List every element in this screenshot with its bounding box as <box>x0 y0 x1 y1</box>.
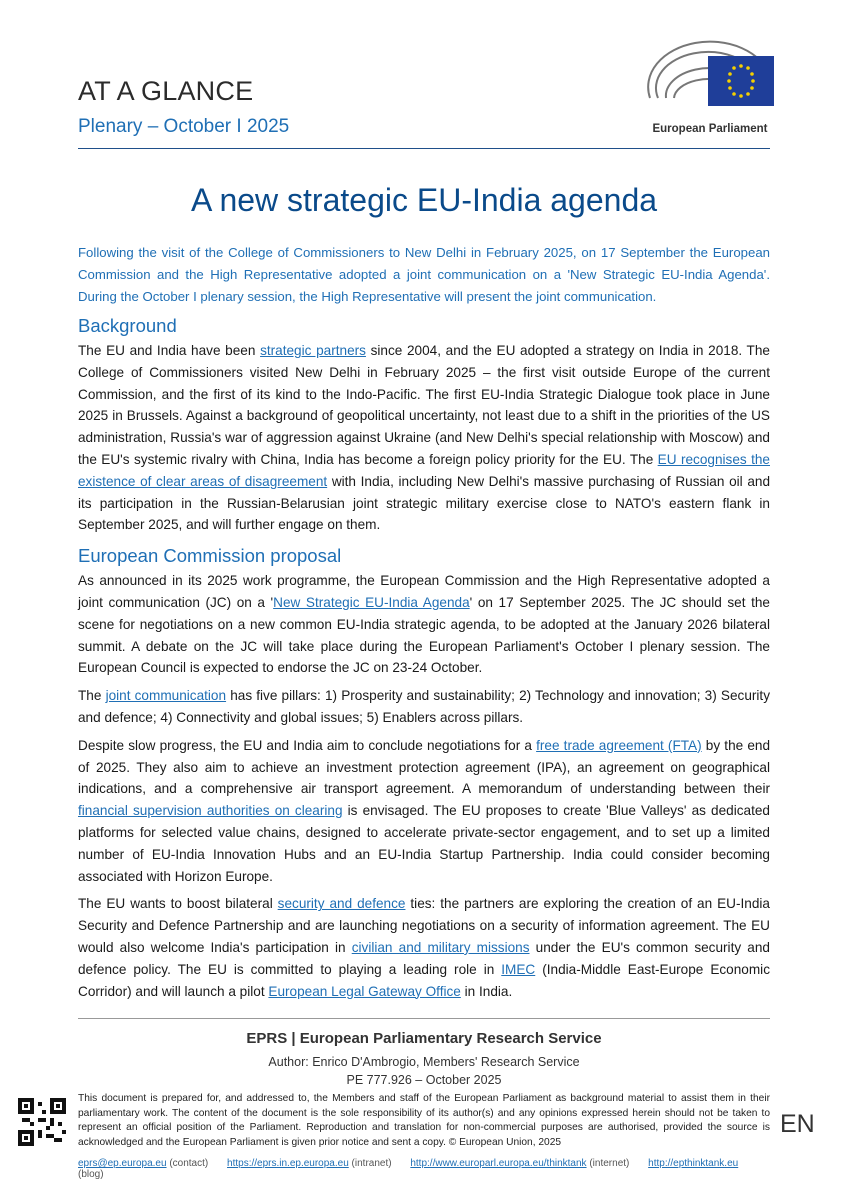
background-heading: Background <box>78 315 177 336</box>
main-content <box>78 312 770 1008</box>
proposal-paragraph-3: Despite slow progress, the EU and India aim to conclude negotiations for a free trade agreement (FTA) by the end of 2025. They also aim to achieve an investment protection agreement (IPA), an agreement on geographical indications, and a comprehensive air transport agreement. A memorandum of understanding between their financial supervision authorities on clearing is envisaged. The EU proposes to create 'Blue Valleys' as dedicated platforms for selected value chains, designed to accelerate private-sector engagement, and to set up a limited number of EU-India Innovation Hubs and an EU-India Startup Partnership. India could consider becoming associated with Horizon Europe. <box>78 737 771 884</box>
contact-link-item: eprs@ep.europa.eu (contact) <box>78 1158 209 1169</box>
intranet-link-item: https://eprs.in.ep.europa.eu (intranet) <box>227 1158 392 1169</box>
internet-link-item: http://www.europarl.europa.eu/thinktank (internet) <box>410 1158 630 1169</box>
proposal-paragraph-1: As announced in its 2025 work programme, the European Commission and the High Representative adopted a joint communication (JC) on a 'New Strategic EU-India Agenda' on 17 September 2025. The JC should set the scene for negotiations on a new common EU-India strategic agenda, to be adopted at the January 2026 bilateral summit. A debate on the JC will take place during the European Parliament's October I plenary session. The European Council is expected to endorse the JC on 23-24 October. <box>78 573 770 676</box>
civilian-military-missions-link[interactable]: civilian and military missions <box>351 939 530 955</box>
proposal-heading: European Commission proposal <box>78 545 342 567</box>
pe-reference: PE 777.926 – October 2025 <box>346 1073 502 1087</box>
series-label: AT A GLANCE <box>78 76 254 106</box>
proposal-paragraph-4: The EU wants to boost bilateral security and defence ties: the partners are exploring the creation of an EU-India Security and Defence Partnership and are launching negotiations on a security of information agreement. The EU would also welcome India's participation in civilian and military missions under the EU's common security and defence policy. The EU is committed to playing a leading role in IMEC (India-Middle East-Europe Economic Corridor) and will launch a pilot European Legal Gateway Office in India. <box>78 896 771 999</box>
thinktank-link[interactable]: http://www.europarl.europa.eu/thinktank <box>410 1158 587 1169</box>
header-divider <box>78 148 770 149</box>
blog-link-item: http://epthinktank.eu (blog) <box>78 1158 739 1180</box>
background-paragraph: The EU and India have been strategic partners since 2004, and the EU adopted a strategy on India in 2018. The College of Commissioners visited New Delhi in February 2025 – the first visit outside Europe of the current Commission, and the first of its kind to the Indo-Pacific. The first EU-India Strategic Dialogue took place in June 2025 in Brussels. Against a background of geopolitical uncertainty, not least due to a shift in the priorities of the US administration, Russia's war of aggression against Ukraine (and New Delhi's special relationship with Moscow) and the EU's systemic rivalry with China, India has become a foreign policy priority for the EU. The EU recognises the existence of clear areas of disagreement with India, including New Delhi's massive purchasing of Russian oil and its participation in the Russian-Belarusian joint strategic military exercise close to NATO's eastern flank in September 2025, and will further engage on them. <box>78 343 771 533</box>
imec-link[interactable]: IMEC <box>501 961 536 977</box>
footer-links <box>78 1158 778 1180</box>
blog-link[interactable]: http://epthinktank.eu <box>648 1158 739 1169</box>
strategic-partners-link[interactable]: strategic partners <box>260 343 366 358</box>
european-parliament-logo <box>640 36 780 135</box>
fta-link[interactable]: free trade agreement (FTA) <box>536 737 702 753</box>
disagreement-link[interactable]: EU recognises the existence of clear areas of disagreement <box>78 451 770 489</box>
disclaimer-text: This document is prepared for, and addressed to, the Members and staff of the European Parliament as background material to assist them in their parliamentary work. The content of the document is the sole responsibility of its author(s) and any opinions expressed herein should not be taken to represent an official position of the Parliament. Reproduction and translation for non-commercial purposes are authorised, provided the source is acknowledged and the European Parliament is given prior notice and sent a copy. © European Union, 2025 <box>78 1093 770 1148</box>
hemicycle-eu-flag-icon <box>640 36 780 114</box>
page-title: A new strategic EU-India agenda <box>190 182 658 218</box>
new-strategic-agenda-link[interactable]: New Strategic EU-India Agenda <box>273 594 470 610</box>
intranet-link[interactable]: https://eprs.in.ep.europa.eu <box>227 1158 349 1169</box>
contact-email-link[interactable]: eprs@ep.europa.eu <box>78 1158 167 1169</box>
joint-communication-link[interactable]: joint communication <box>105 688 227 704</box>
footer-divider <box>78 1018 770 1019</box>
intro-paragraph: Following the visit of the College of Commissioners to New Delhi in February 2025, on 17 September the European Commission and the High Representative adopted a joint communication on a 'New Strategic EU-India Agenda'. During the October I plenary session, the High Representative will present the joint communication. <box>78 245 770 304</box>
security-defence-link[interactable]: security and defence <box>277 896 406 912</box>
logo-caption: European Parliament <box>652 123 768 135</box>
language-code: EN <box>780 1110 815 1138</box>
eprs-title: EPRS | European Parliamentary Research Service <box>246 1030 602 1047</box>
qr-code-icon <box>18 1098 66 1146</box>
proposal-paragraph-2: The joint communication has five pillars: 1) Prosperity and sustainability; 2) Technology and innovation; 3) Security and defence; 4) Connectivity and global issues; 5) Enablers across pillars. <box>78 688 770 725</box>
session-label: Plenary – October I 2025 <box>78 116 290 137</box>
financial-supervision-link[interactable]: financial supervision authorities on clearing <box>78 803 343 819</box>
author-line: Author: Enrico D'Ambrogio, Members' Research Service <box>268 1055 580 1069</box>
legal-gateway-office-link[interactable]: European Legal Gateway Office <box>268 983 461 999</box>
